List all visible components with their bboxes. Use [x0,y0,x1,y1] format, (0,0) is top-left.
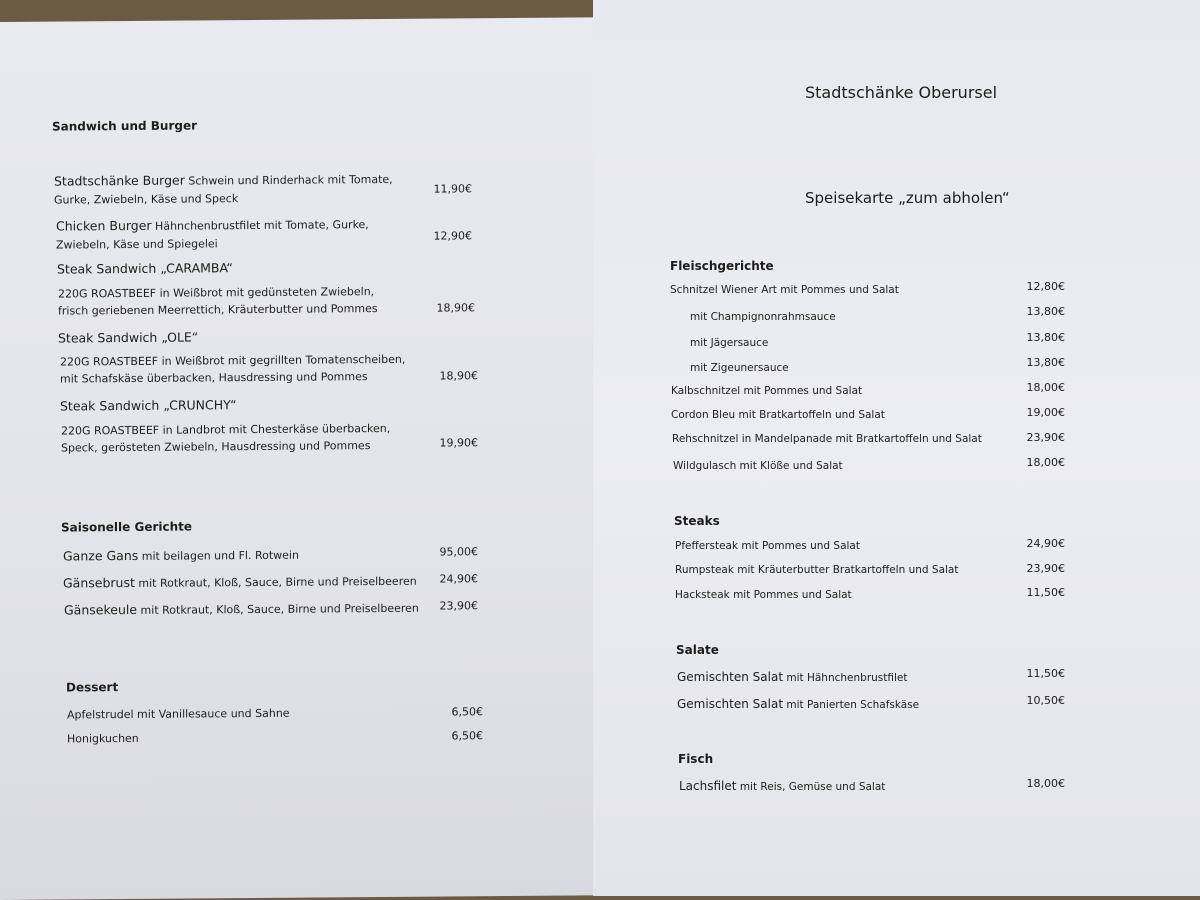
menu-item-name: Honigkuchen [67,731,139,746]
menu-item-price: 11,50€ [1026,586,1065,599]
menu-item-price: 11,50€ [1026,667,1065,680]
menu-item-name: Schnitzel Wiener Art mit Pommes und Salat [670,284,899,296]
menu-item-name: Pfeffersteak mit Pommes und Salat [675,540,860,552]
menu-item-name-desc: Stadtschänke Burger Schwein und Rinderhack mit Tomate, [54,172,393,189]
menu-item-name: Wildgulasch mit Klöße und Salat [673,460,843,472]
menu-item-price: 18,00€ [1026,381,1065,394]
menu-item-name: mit Jägersauce [690,337,769,349]
menu-item-name: mit Zigeunersauce [690,362,789,374]
menu-item-name: Kalbschnitzel mit Pommes und Salat [671,385,863,397]
menu-item-name-desc: Gemischten Salat mit Hähnchenbrustfilet [677,670,908,684]
menu-item-desc: frisch geriebenen Meerrettich, Kräuterbutter und Pommes [58,302,378,318]
menu-item-price: 13,80€ [1026,331,1065,344]
menu-item-price: 12,80€ [1026,280,1065,293]
menu-item-name: Steak Sandwich „CARAMBA“ [57,260,233,277]
menu-item-price: 23,90€ [439,599,478,613]
menu-item-desc: 220G ROASTBEEF in Weißbrot mit gegrillten Tomatenscheiben, [60,352,406,369]
menu-item-desc: mit Schafskäse überbacken, Hausdressing und Pommes [60,370,368,386]
menu-item-price: 18,00€ [1026,777,1065,790]
menu-item-price: 23,90€ [1026,562,1065,575]
section-header-fisch: Fisch [678,752,714,766]
menu-item-price: 19,00€ [1026,406,1065,419]
right-menu-page [593,0,1200,896]
section-header-steaks: Steaks [674,514,720,528]
menu-item-name: Steak Sandwich „OLE“ [58,329,199,346]
section-header-dessert: Dessert [66,680,119,695]
menu-item-name-desc: Gänsekeule mit Rotkraut, Kloß, Sauce, Birne und Preiselbeeren [64,601,419,618]
menu-item-desc: 220G ROASTBEEF in Landbrot mit Chesterkäse überbacken, [61,421,391,438]
section-header-fleisch: Fleischgerichte [670,259,774,273]
menu-item-price: 18,00€ [1026,456,1065,469]
menu-item-price: 13,80€ [1026,356,1065,369]
left-menu-page [0,17,606,900]
menu-item-price: 12,90€ [433,229,472,243]
menu-item-name: Rumpsteak mit Kräuterbutter Bratkartoffeln und Salat [675,564,959,576]
menu-item-name-desc: Gänsebrust mit Rotkraut, Kloß, Sauce, Birne und Preiselbeeren [63,574,417,591]
menu-item-desc: Speck, gerösteten Zwiebeln, Hausdressing und Pommes [61,439,371,455]
menu-item-name-desc: Ganze Gans mit beilagen und Fl. Rotwein [63,547,299,564]
menu-item-price: 10,50€ [1026,694,1065,707]
menu-item-price: 24,90€ [1026,537,1065,550]
menu-item-name: Cordon Bleu mit Bratkartoffeln und Salat [671,409,885,421]
menu-item-desc: Zwiebeln, Käse und Spiegelei [56,237,218,252]
section-header-salate: Salate [676,643,719,657]
restaurant-title: Stadtschänke Oberursel [805,83,998,102]
menu-item-name: Steak Sandwich „CRUNCHY“ [60,397,237,414]
menu-item-name: Apfelstrudel mit Vanillesauce und Sahne [67,706,290,722]
menu-item-price: 11,90€ [433,182,472,196]
menu-item-price: 95,00€ [439,545,478,559]
menu-item-desc: Gurke, Zwiebeln, Käse und Speck [54,192,239,207]
menu-subtitle: Speisekarte „zum abholen“ [805,189,1010,207]
menu-item-price: 6,50€ [451,729,483,743]
menu-item-name-desc: Lachsfilet mit Reis, Gemüse und Salat [679,779,886,793]
menu-item-desc: 220G ROASTBEEF in Weißbrot mit gedünsteten Zwiebeln, [58,285,375,301]
menu-item-price: 18,90€ [439,369,478,383]
menu-item-price: 13,80€ [1026,305,1065,318]
menu-item-price: 19,90€ [439,436,478,450]
menu-item-name-desc: Gemischten Salat mit Panierten Schafskäse [677,697,920,711]
menu-item-price: 24,90€ [439,572,478,586]
menu-item-name-desc: Chicken Burger Hähnchenbrustfilet mit Tomate, Gurke, [56,217,369,234]
menu-item-name: Rehschnitzel in Mandelpanade mit Bratkartoffeln und Salat [672,433,982,445]
menu-item-price: 6,50€ [451,705,483,719]
menu-item-name: Hacksteak mit Pommes und Salat [675,589,852,601]
menu-item-name: mit Champignonrahmsauce [690,311,836,323]
section-header-sandwich: Sandwich und Burger [52,118,198,134]
section-header-saisonelle: Saisonelle Gerichte [61,519,193,535]
menu-item-price: 18,90€ [436,301,475,315]
menu-item-price: 23,90€ [1026,431,1065,444]
